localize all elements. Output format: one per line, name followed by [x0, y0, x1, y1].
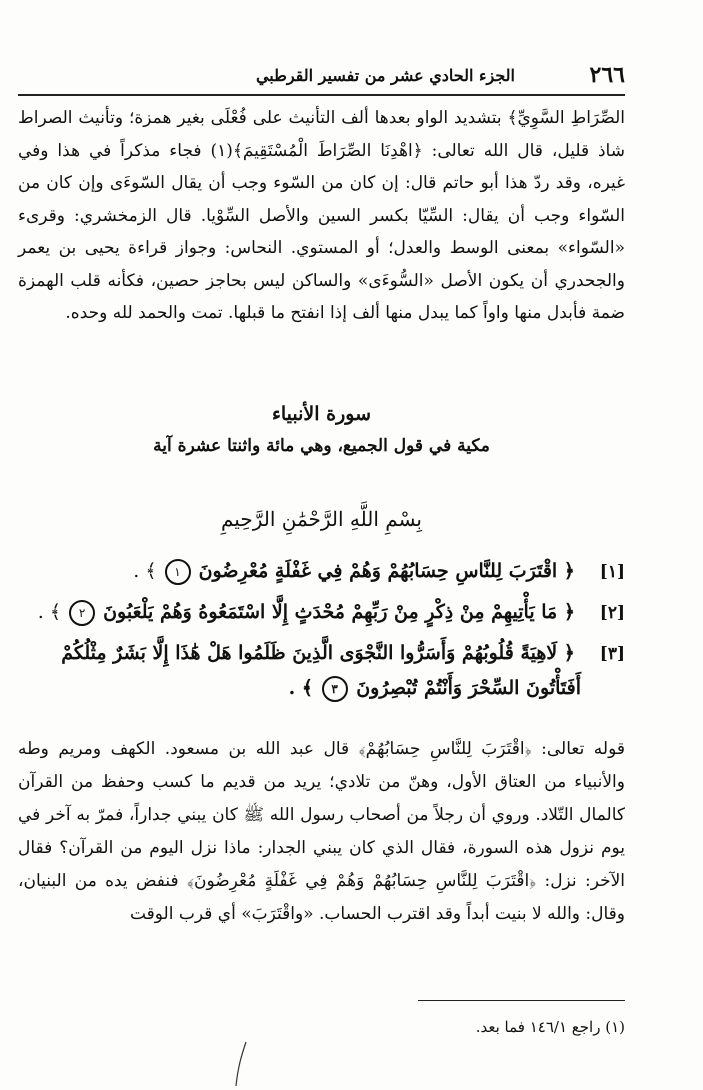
verse-continuation: أَفَتَأْتُونَ السِّحْرَ وَأَنْتُمْ تُبْصِرُونَ — [356, 677, 581, 699]
surah-subtitle: مكية في قول الجميع، وهي مائة واثنتا عشرة آية — [153, 436, 490, 456]
verse-text: ﴿ اقْتَرَبَ لِلنَّاسِ حِسَابُهُمْ وَهُمْ فِي غَفْلَةٍ مُعْرِضُونَ — [198, 560, 575, 582]
verse-block — [18, 554, 625, 711]
verse-1 — [18, 554, 625, 589]
verse-close: ﴾ . — [133, 560, 157, 582]
intro-text — [18, 102, 625, 330]
running-head: الجزء الحادي عشر من تفسير القرطبي — [255, 66, 515, 85]
verse-number: [٢] — [599, 603, 625, 623]
verse-3 — [18, 636, 625, 705]
verse-close: ﴾ . — [288, 677, 313, 699]
verse-text: ﴿ لَاهِيَةً قُلُوبُهُمْ وَأَسَرُّوا النَّجْوَى الَّذِينَ ظَلَمُوا هَلْ هَٰذَا إِلَّا بَشَرٌ مِثْلُكُمْ — [61, 642, 575, 664]
page-header — [18, 60, 625, 96]
verse-number: [٣] — [599, 644, 625, 664]
verse-2 — [18, 595, 625, 630]
verse-number: [١] — [599, 562, 625, 582]
footnote: (١) راجع ١٤٦/١ فما بعد. — [475, 1018, 625, 1036]
pen-stroke-mark — [228, 1040, 258, 1088]
ayah-end-marker: ٣ — [322, 676, 348, 702]
ayah-end-marker: ١ — [165, 559, 191, 585]
surah-title: سورة الأنبياء — [271, 403, 372, 425]
tafsir-paragraph: قوله تعالى: ﴿اقْتَرَبَ لِلنَّاسِ حِسَابُهُمْ﴾ قال عبد الله بن مسعود. الكهف ومريم وطه والأنبياء من العتاق الأول، وهنّ من تلادي؛ يريد من قديم ما كسب وحفظ من القرآن كالمال التّلاد. وروي أن رجلاً من أصحاب رسول الله ﷺ كان يبني جداراً، فمرّ به آخر في يوم نزول هذه السورة، فقال الذي كان يبني الجدار: ماذا نزل اليوم من القرآن؟ فقال الآخر: نزل: ﴿اقْتَرَبَ لِلنَّاسِ حِسَابُهُمْ وَهُمْ فِي غَفْلَةٍ مُعْرِضُونَ﴾ فنفض يده من البنيان، وقال: والله لا بنيت أبداً وقد اقترب الحساب. «واقْتَرَبَ» أي قرب الوقت — [18, 739, 625, 924]
verse-text: ﴿ مَا يَأْتِيهِمْ مِنْ ذِكْرٍ مِنْ رَبِّهِمْ مُحْدَثٍ إِلَّا اسْتَمَعُوهُ وَهُمْ يَلْعَبُونَ — [103, 601, 575, 623]
verse-close: ﴾ . — [37, 601, 61, 623]
ayah-end-marker: ٢ — [69, 600, 95, 626]
intro-paragraph: الصِّرَاطِ السَّوِيِّ﴾ بتشديد الواو بعدها ألف التأنيث على فُعْلَى بغير همزة؛ وتأنيث الصراط شاذ قليل، قال الله تعالى: ﴿اهْدِنَا الصِّرَاطَ الْمُسْتَقِيمَ﴾(١) فجاء مذكراً في هذا وفي غيره، وقد ردّ هذا أبو حاتم قال: إن كان من السّوء وجب أن يقال السّوءَى وإن كان من السّواء وجب أن يقال: السِّيّا بكسر السين والأصل السِّوْيا. قال الزمخشري: وقرىء «السّواء» بمعنى الوسط والعدل؛ أو المستوي. النحاس: وجواز قراءة يحيى بن يعمر والجحدري أن يكون الأصل «السُّوءَى» والساكن ليس بحاجز حصين، فكأنه قلب الهمزة ضمة فأبدل منها واواً كما يبدل منها ألف إذا انفتح ما قبلها. تمت والحمد لله وحده. — [18, 108, 625, 323]
tafsir-text — [18, 733, 625, 931]
footnote-divider — [418, 1000, 625, 1001]
page-number: ٢٦٦ — [589, 62, 625, 88]
basmala: بِسْمِ اللَّهِ الرَّحْمَٰنِ الرَّحِيمِ — [220, 507, 422, 531]
